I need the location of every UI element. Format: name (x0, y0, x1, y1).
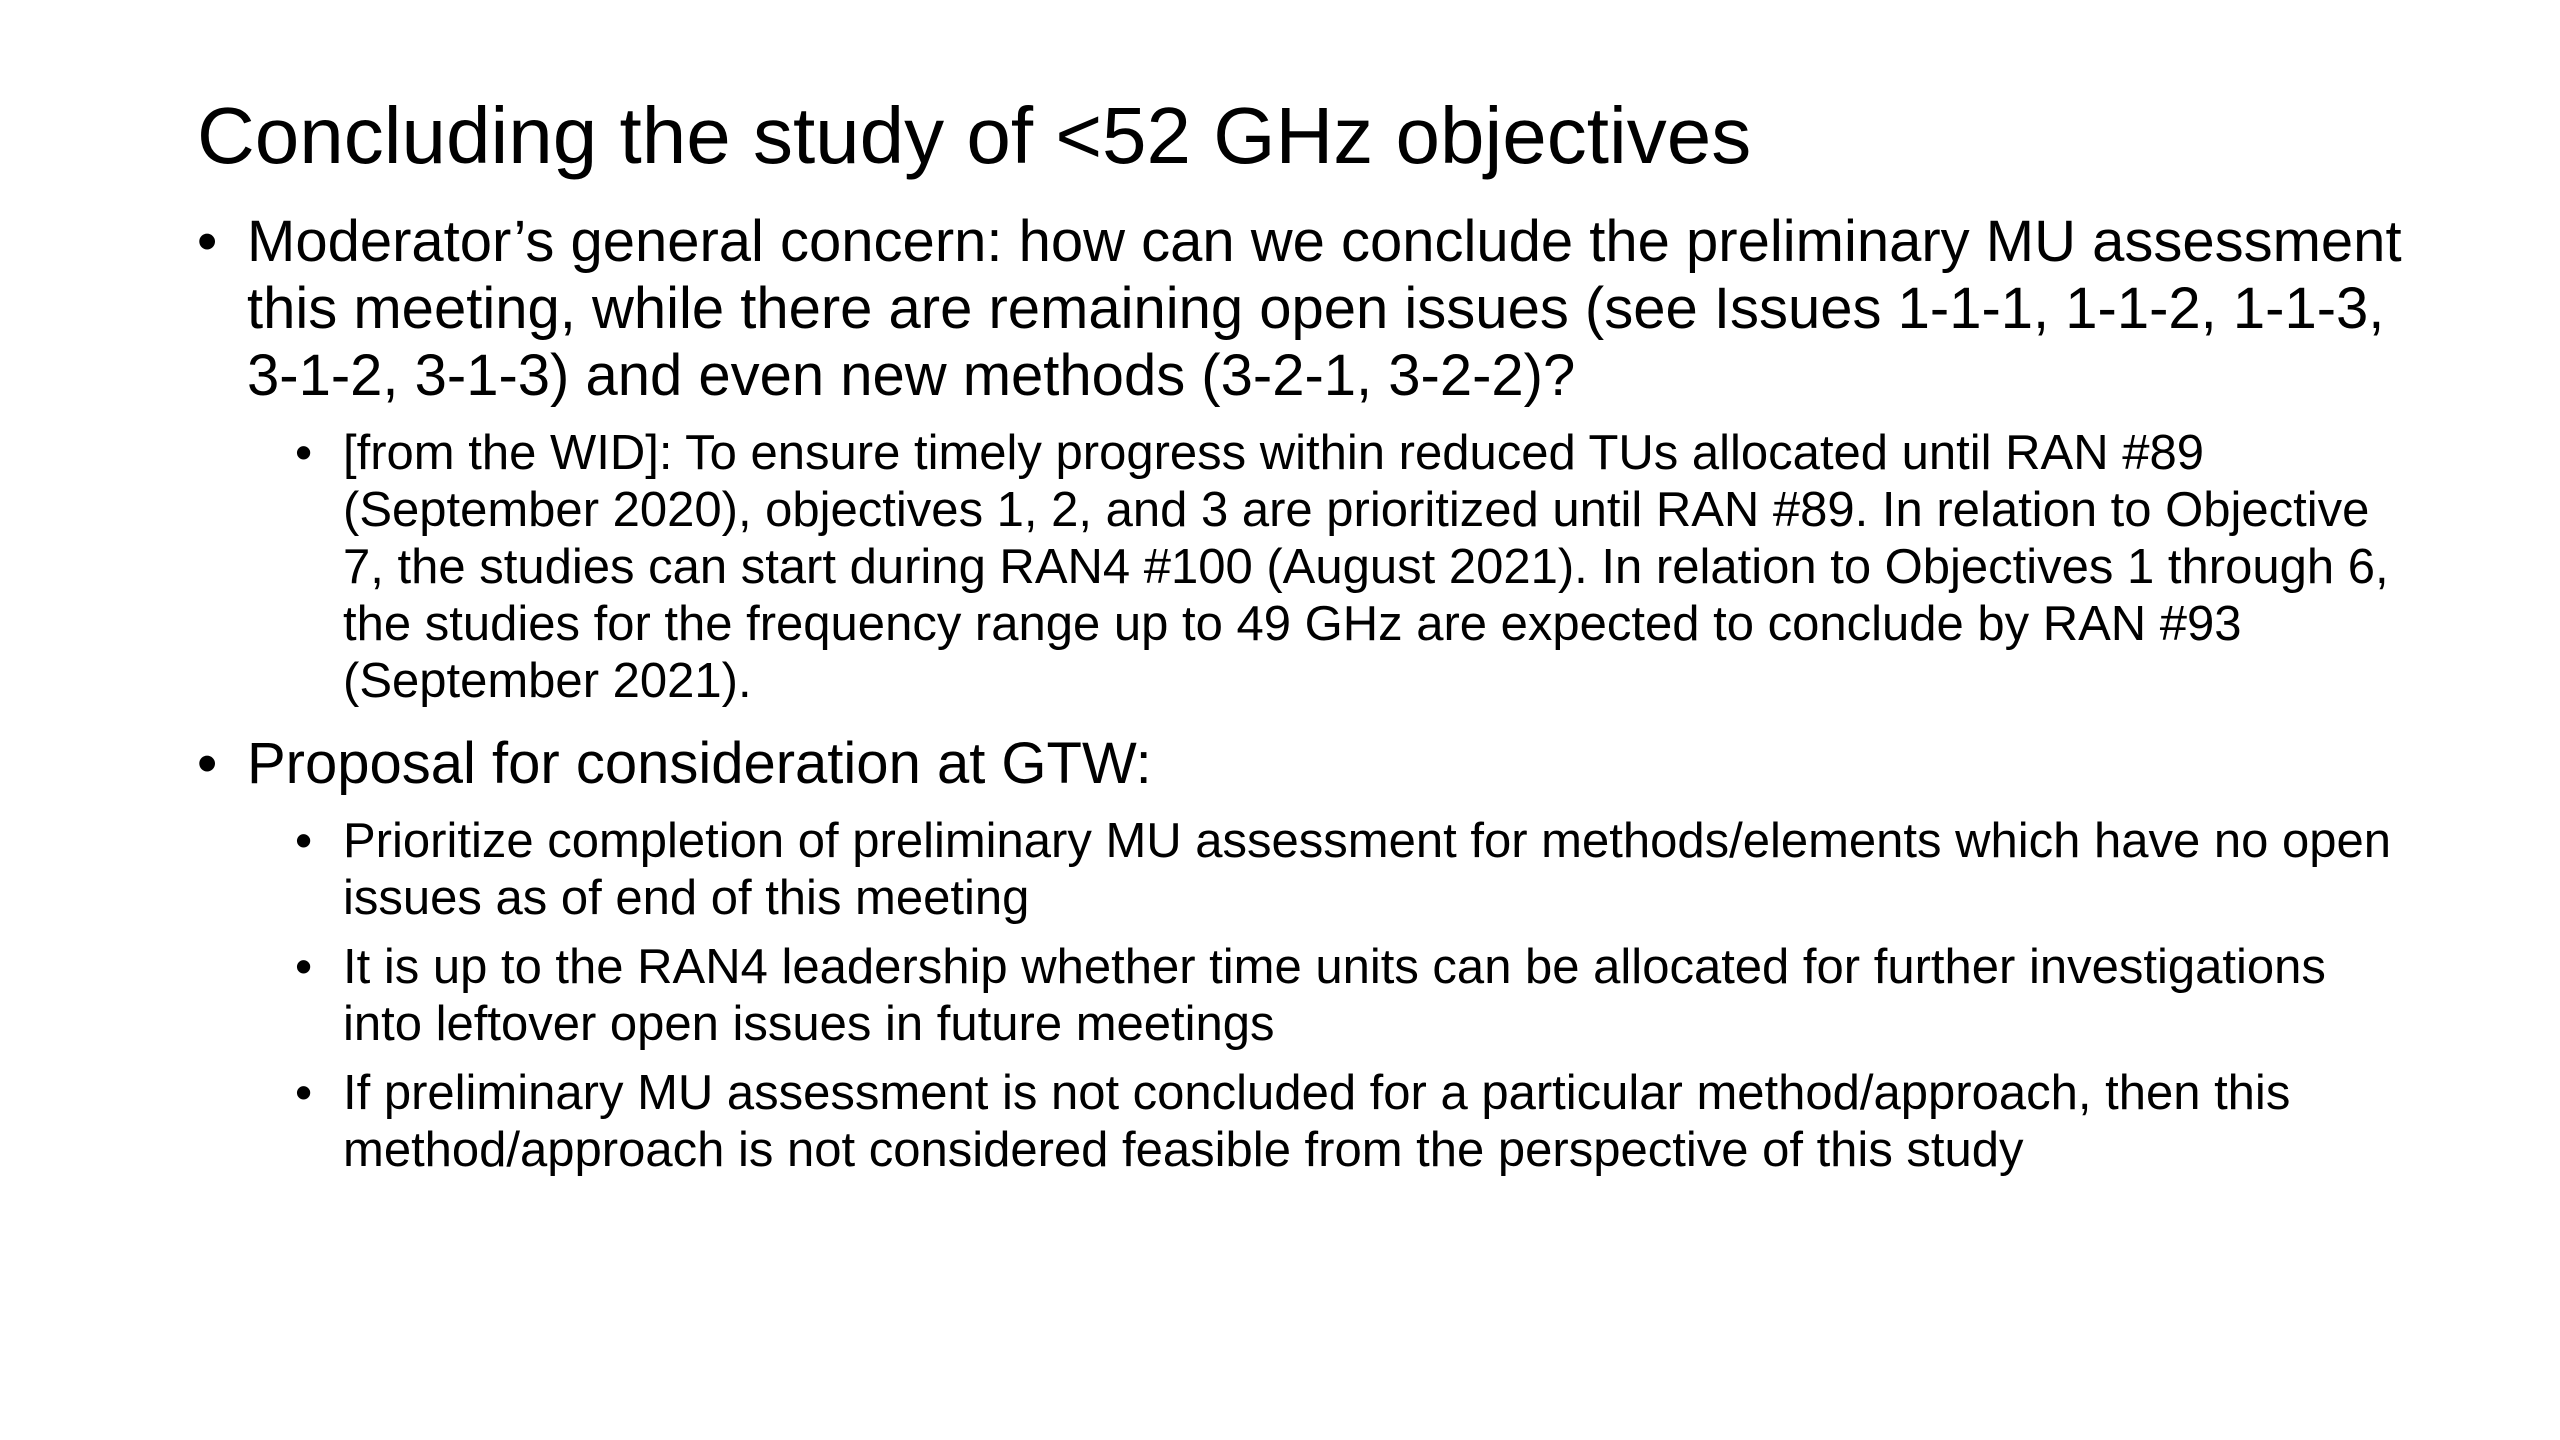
subbullet-prioritize (197, 813, 2417, 927)
bullet-dot: • (295, 814, 313, 868)
bullet-moderator-concern (197, 208, 2417, 409)
subbullet-not-feasible (197, 1065, 2417, 1179)
bullet-text: Proposal for consideration at GTW: (247, 731, 1152, 796)
subbullet-leadership (197, 939, 2417, 1053)
subbullet-text: [from the WID]: To ensure timely progress within reduced TUs allocated until RAN #89 (September 2020), objectives 1, 2, and 3 are prioritized until RAN #89. In relation to Objective 7, the studies can start during RAN4 #100 (August 2021). In relation to Objectives 1 through 6, the studies for the frequency range up to 49 GHz are expected to conclude by RAN #93 (September 2021). (343, 426, 2389, 708)
bullet-dot: • (197, 209, 218, 274)
bullet-dot: • (295, 940, 313, 994)
subbullet-text: Prioritize completion of preliminary MU assessment for methods/elements which have no open issues as of end of this meeting (343, 814, 2392, 925)
slide-title: Concluding the study of <52 GHz objectives (197, 91, 1752, 180)
subbullet-text: It is up to the RAN4 leadership whether time units can be allocated for further investigations into leftover open issues in future meetings (343, 940, 2326, 1051)
bullet-dot: • (197, 731, 218, 796)
bullet-proposal (197, 730, 2417, 797)
bullet-text: Moderator’s general concern: how can we conclude the preliminary MU assessment this meeting, while there are remaining open issues (see Issues 1-1-1, 1-1-2, 1-1-3, 3-1-2, 3-1-3) and even new methods (3-2-1, 3-2-2)? (247, 209, 2402, 408)
subbullet-wid-quote (197, 425, 2417, 710)
bullet-dot: • (295, 426, 313, 480)
bullet-dot: • (295, 1066, 313, 1120)
subbullet-text: If preliminary MU assessment is not concluded for a particular method/approach, then this method/approach is not considered feasible from the perspective of this study (343, 1066, 2291, 1177)
slide-body (197, 208, 2417, 1179)
